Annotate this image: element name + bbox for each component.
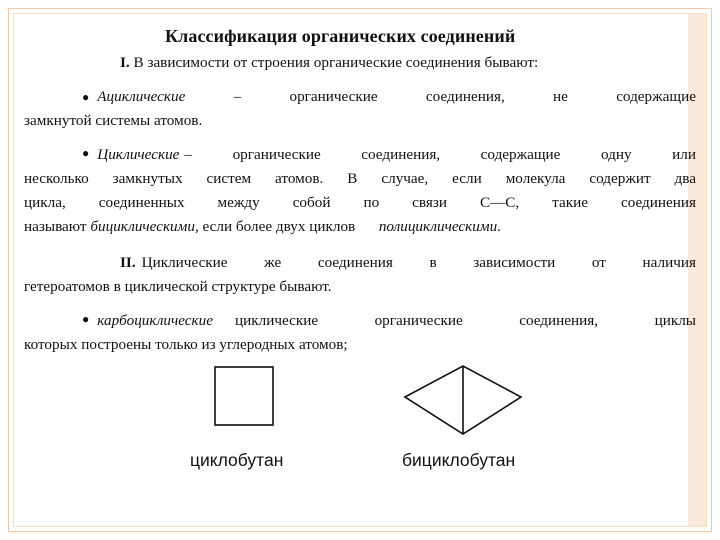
acyclic-word: органические [289, 88, 378, 105]
section-2-number: II. [120, 254, 136, 271]
section-1-text: В зависимости от строения органические соединения бывают: [133, 54, 539, 71]
cyclobutane-square [215, 367, 273, 425]
polycyclic-term: полициклическими [378, 218, 498, 235]
acyclic-word: – [233, 88, 242, 105]
bicyclic-term: бициклическими [90, 218, 195, 235]
cyclic-line-4-end: . [497, 218, 501, 235]
page-title: Классификация органических соединений [165, 26, 516, 46]
bullet-icon: ● [82, 90, 90, 104]
cyclic-line-4-b: , если более двух циклов [194, 218, 356, 235]
bullet-icon: ● [82, 146, 90, 160]
cyclobutane-label: циклобутан [190, 450, 284, 470]
section-2-text: Циклические же соединения в зависимости от наличия [141, 254, 696, 271]
cyclic-line-4-a: называют [24, 218, 87, 235]
section-1-number: I. [120, 54, 130, 71]
document-page [20, 24, 696, 520]
carbocyclic-line-1-rest: циклические органические соединения, циклы [234, 312, 696, 329]
bullet-icon: ● [82, 312, 90, 326]
acyclic-line-2: замкнутой системы атомов. [24, 112, 203, 129]
cyclic-line-2: несколько замкнутых систем атомов. В случае, если молекула содержит два [24, 170, 696, 187]
cyclic-term: Циклические [97, 146, 180, 163]
carbocyclic-line-2: которых построены только из углеродных атомов; [24, 336, 348, 353]
cyclic-line-1-rest: – органические соединения, содержащие одну или [184, 146, 696, 163]
acyclic-word: не [553, 88, 568, 105]
bicyclobutane-label: бициклобутан [402, 450, 516, 470]
acyclic-word: содержащие [616, 88, 696, 105]
structure-figures [20, 24, 686, 520]
cyclic-line-3: цикла, соединенных между собой по связи С—С, такие соединения [24, 194, 696, 211]
acyclic-word: соединения, [425, 88, 505, 105]
acyclic-term: Ациклические [97, 88, 186, 105]
carbocyclic-term: карбоциклические [97, 312, 213, 329]
section-2-line-2: гетероатомов в циклической структуре бывают. [24, 278, 332, 295]
